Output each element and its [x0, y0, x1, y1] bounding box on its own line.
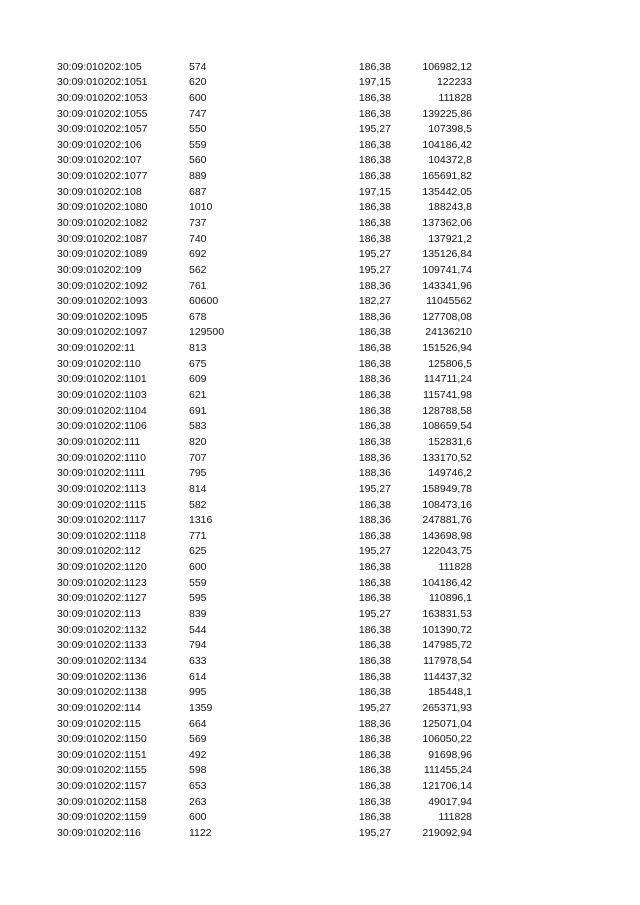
table-row — [0, 560, 640, 576]
value-cell: 219092,94 — [422, 826, 472, 839]
rate-cell: 186,38 — [358, 576, 391, 589]
table-row — [0, 544, 640, 560]
area-cell: 582 — [189, 498, 207, 511]
rate-cell: 186,38 — [358, 217, 391, 229]
area-cell: 574 — [189, 60, 207, 73]
rate-cell: 186,38 — [358, 764, 391, 777]
rate-cell: 186,38 — [358, 232, 391, 245]
value-cell: 111828 — [438, 91, 472, 104]
value-cell: 122233 — [436, 76, 472, 89]
table-row — [0, 357, 640, 373]
cadastral-number-cell: 30:09:010202:113 — [57, 608, 141, 621]
value-cell: 111455,24 — [423, 764, 472, 777]
value-cell: 115741,98 — [423, 389, 472, 402]
value-cell: 147985,72 — [422, 639, 472, 652]
table-row — [0, 325, 640, 341]
area-cell: 562 — [189, 263, 207, 276]
area-cell: 600 — [189, 561, 207, 574]
table-row — [0, 638, 640, 654]
value-cell: 133170,52 — [422, 451, 472, 464]
area-cell: 813 — [189, 342, 207, 355]
rate-cell: 186,38 — [358, 795, 391, 808]
area-cell: 737 — [189, 217, 207, 229]
area-cell: 263 — [189, 795, 207, 808]
rate-cell: 197,15 — [358, 76, 391, 89]
value-cell: 188243,8 — [428, 201, 472, 214]
cadastral-number-cell: 30:09:010202:1138 — [57, 686, 147, 699]
table-row — [0, 810, 640, 826]
area-cell: 1010 — [189, 201, 213, 214]
table-row — [0, 279, 640, 295]
area-cell: 620 — [189, 76, 207, 89]
cadastral-number-cell: 30:09:010202:109 — [57, 263, 142, 276]
rate-cell: 186,38 — [358, 592, 391, 605]
rate-cell: 186,38 — [358, 420, 391, 433]
area-cell: 569 — [189, 733, 207, 746]
value-cell: 139225,86 — [422, 107, 472, 120]
value-cell: 104186,42 — [422, 576, 472, 589]
cadastral-number-cell: 30:09:010202:1158 — [57, 795, 147, 808]
value-cell: 114711,24 — [423, 373, 472, 386]
rate-cell: 186,38 — [358, 357, 391, 370]
rate-cell: 195,27 — [358, 701, 391, 714]
area-cell: 820 — [189, 435, 207, 448]
cadastral-number-cell: 30:09:010202:1132 — [57, 623, 147, 636]
rate-cell: 186,38 — [358, 342, 391, 355]
area-cell: 1316 — [189, 514, 213, 527]
area-cell: 771 — [189, 529, 207, 542]
rate-cell: 195,27 — [358, 248, 391, 261]
value-cell: 108659,54 — [422, 420, 472, 433]
area-cell: 600 — [189, 811, 207, 824]
table-row — [0, 138, 640, 154]
area-cell: 1122 — [189, 826, 212, 839]
table-row — [0, 294, 640, 310]
rate-cell: 186,38 — [358, 733, 391, 746]
value-cell: 127708,08 — [422, 310, 472, 323]
rate-cell: 186,38 — [358, 748, 391, 761]
area-cell: 560 — [189, 154, 207, 167]
rate-cell: 188,36 — [358, 279, 391, 292]
table-row — [0, 153, 640, 169]
table-row — [0, 685, 640, 701]
value-cell: 114437,32 — [423, 670, 472, 683]
value-cell: 137921,2 — [428, 232, 472, 245]
table-row — [0, 247, 640, 263]
area-cell: 583 — [189, 420, 207, 433]
table-row — [0, 763, 640, 779]
cadastral-number-cell: 30:09:010202:1117 — [57, 514, 146, 527]
table-row — [0, 388, 640, 404]
table-row — [0, 451, 640, 467]
rate-cell: 182,27 — [358, 295, 391, 308]
rate-cell: 186,38 — [358, 686, 391, 699]
table-row — [0, 263, 640, 279]
cadastral-number-cell: 30:09:010202:1136 — [57, 670, 147, 683]
value-cell: 137362,06 — [422, 217, 472, 229]
table-row — [0, 372, 640, 388]
cadastral-number-cell: 30:09:010202:1097 — [57, 326, 148, 339]
value-cell: 125806,5 — [428, 357, 472, 370]
value-cell: 121706,14 — [422, 780, 472, 793]
rate-cell: 188,36 — [358, 451, 391, 464]
cadastral-number-cell: 30:09:010202:1115 — [57, 498, 146, 511]
rate-cell: 186,38 — [358, 389, 391, 402]
table-row — [0, 717, 640, 733]
cadastral-number-cell: 30:09:010202:1159 — [57, 811, 147, 824]
table-row — [0, 216, 640, 232]
cadastral-number-cell: 30:09:010202:114 — [57, 701, 141, 714]
cadastral-number-cell: 30:09:010202:1113 — [57, 482, 146, 495]
rate-cell: 197,15 — [358, 185, 391, 198]
value-cell: 163831,53 — [422, 608, 472, 621]
table-row — [0, 482, 640, 498]
value-cell: 185448,1 — [428, 686, 472, 699]
cadastral-number-cell: 30:09:010202:1095 — [57, 310, 148, 323]
table-row — [0, 200, 640, 216]
area-cell: 625 — [189, 545, 207, 558]
rate-cell: 186,38 — [358, 529, 391, 542]
cadastral-number-cell: 30:09:010202:1082 — [57, 217, 148, 229]
area-cell: 621 — [189, 389, 207, 402]
area-cell: 559 — [189, 138, 207, 151]
cadastral-number-cell: 30:09:010202:1089 — [57, 248, 148, 261]
table-row — [0, 826, 640, 842]
table-row — [0, 419, 640, 435]
rate-cell: 188,36 — [358, 467, 391, 480]
table-row — [0, 107, 640, 123]
cadastral-number-cell: 30:09:010202:115 — [57, 717, 141, 730]
cadastral-number-cell: 30:09:010202:1093 — [57, 295, 148, 308]
area-cell: 692 — [189, 248, 207, 261]
area-cell: 889 — [189, 170, 207, 183]
value-cell: 143698,98 — [422, 529, 472, 542]
area-cell: 995 — [189, 686, 207, 699]
cadastral-number-cell: 30:09:010202:1155 — [57, 764, 147, 777]
area-cell: 678 — [189, 310, 207, 323]
rate-cell: 186,38 — [358, 170, 391, 183]
cadastral-number-cell: 30:09:010202:1057 — [57, 123, 148, 136]
cadastral-number-cell: 30:09:010202:105 — [57, 60, 142, 73]
table-row — [0, 232, 640, 248]
area-cell: 550 — [189, 123, 207, 136]
cadastral-number-cell: 30:09:010202:108 — [57, 185, 142, 198]
value-cell: 149746,2 — [428, 467, 472, 480]
cadastral-number-cell: 30:09:010202:1123 — [57, 576, 147, 589]
cadastral-number-cell: 30:09:010202:1157 — [57, 780, 147, 793]
table-row — [0, 185, 640, 201]
value-cell: 106050,22 — [422, 733, 472, 746]
table-row — [0, 169, 640, 185]
table-row — [0, 466, 640, 482]
rate-cell: 186,38 — [358, 670, 391, 683]
area-cell: 544 — [189, 623, 207, 636]
rate-cell: 186,38 — [358, 138, 391, 151]
cadastral-number-cell: 30:09:010202:1103 — [57, 389, 147, 402]
cadastral-number-cell: 30:09:010202:1120 — [57, 561, 147, 574]
value-cell: 152831,6 — [428, 435, 472, 448]
table-row — [0, 435, 640, 451]
rate-cell: 195,27 — [358, 608, 391, 621]
area-cell: 600 — [189, 91, 207, 104]
area-cell: 740 — [189, 232, 207, 245]
table-row — [0, 310, 640, 326]
value-cell: 165691,82 — [422, 170, 472, 183]
table-row — [0, 60, 640, 76]
table-row — [0, 529, 640, 545]
rate-cell: 188,36 — [358, 373, 391, 386]
value-cell: 135126,84 — [422, 248, 472, 261]
value-cell: 247881,76 — [422, 514, 472, 527]
value-cell: 24136210 — [425, 326, 472, 339]
rate-cell: 186,38 — [358, 404, 391, 417]
value-cell: 106982,12 — [422, 60, 472, 73]
rate-cell: 186,38 — [358, 435, 391, 448]
cadastral-number-cell: 30:09:010202:1051 — [57, 76, 148, 89]
table-row — [0, 341, 640, 357]
cadastral-number-cell: 30:09:010202:11 — [57, 342, 136, 355]
table-row — [0, 623, 640, 639]
area-cell: 761 — [189, 279, 207, 292]
cadastral-number-cell: 30:09:010202:1150 — [57, 733, 147, 746]
cadastral-number-cell: 30:09:010202:1101 — [57, 373, 147, 386]
table-row — [0, 498, 640, 514]
rate-cell: 195,27 — [358, 123, 391, 136]
cadastral-number-cell: 30:09:010202:1127 — [57, 592, 147, 605]
table-row — [0, 607, 640, 623]
cadastral-number-cell: 30:09:010202:1151 — [57, 748, 147, 761]
area-cell: 675 — [189, 357, 207, 370]
value-cell: 110896,1 — [428, 592, 472, 605]
table-row — [0, 404, 640, 420]
value-cell: 122043,75 — [422, 545, 472, 558]
value-cell: 117978,54 — [423, 654, 472, 667]
value-cell: 158949,78 — [422, 482, 472, 495]
area-cell: 595 — [189, 592, 207, 605]
area-cell: 691 — [189, 404, 207, 417]
rate-cell: 186,38 — [358, 780, 391, 793]
area-cell: 664 — [189, 717, 207, 730]
cadastral-number-cell: 30:09:010202:1087 — [57, 232, 148, 245]
value-cell: 107398,5 — [428, 123, 472, 136]
area-cell: 747 — [189, 107, 207, 120]
table-row — [0, 779, 640, 795]
area-cell: 129500 — [189, 326, 225, 339]
rate-cell: 186,38 — [358, 107, 391, 120]
value-cell: 108473,16 — [422, 498, 472, 511]
value-cell: 143341,96 — [422, 279, 472, 292]
area-cell: 60600 — [189, 295, 219, 308]
rate-cell: 188,36 — [358, 717, 391, 730]
table-row — [0, 654, 640, 670]
rate-cell: 186,38 — [358, 654, 391, 667]
rate-cell: 186,38 — [358, 498, 391, 511]
table-row — [0, 795, 640, 811]
cadastral-number-cell: 30:09:010202:1104 — [57, 404, 147, 417]
cadastral-number-cell: 30:09:010202:1053 — [57, 91, 148, 104]
table-row — [0, 91, 640, 107]
rate-cell: 195,27 — [358, 826, 391, 839]
area-cell: 598 — [189, 764, 207, 777]
area-cell: 707 — [189, 451, 207, 464]
cadastral-number-cell: 30:09:010202:1092 — [57, 279, 148, 292]
rate-cell: 186,38 — [358, 326, 391, 339]
table-row — [0, 591, 640, 607]
table-row — [0, 701, 640, 717]
cadastral-number-cell: 30:09:010202:1055 — [57, 107, 148, 120]
table-row — [0, 748, 640, 764]
cadastral-number-cell: 30:09:010202:112 — [57, 545, 141, 558]
table-row — [0, 670, 640, 686]
rate-cell: 186,38 — [358, 623, 391, 636]
rate-cell: 186,38 — [358, 154, 391, 167]
rate-cell: 195,27 — [358, 263, 391, 276]
cadastral-number-cell: 30:09:010202:1080 — [57, 201, 148, 214]
cadastral-number-cell: 30:09:010202:106 — [57, 138, 142, 151]
area-cell: 609 — [189, 373, 207, 386]
area-cell: 1359 — [189, 701, 213, 714]
table-row — [0, 75, 640, 91]
value-cell: 109741,74 — [422, 263, 472, 276]
rate-cell: 195,27 — [358, 545, 391, 558]
area-cell: 559 — [189, 576, 207, 589]
area-cell: 839 — [189, 608, 207, 621]
cadastral-number-cell: 30:09:010202:1134 — [57, 654, 147, 667]
rate-cell: 195,27 — [358, 482, 391, 495]
rate-cell: 188,36 — [358, 310, 391, 323]
cadastral-number-cell: 30:09:010202:1106 — [57, 420, 147, 433]
table-row — [0, 576, 640, 592]
rate-cell: 186,38 — [358, 639, 391, 652]
area-cell: 794 — [189, 639, 207, 652]
rate-cell: 186,38 — [358, 561, 391, 574]
rate-cell: 188,36 — [358, 514, 391, 527]
area-cell: 653 — [189, 780, 207, 793]
table-row — [0, 732, 640, 748]
cadastral-number-cell: 30:09:010202:1111 — [57, 467, 146, 480]
area-cell: 633 — [189, 654, 207, 667]
rate-cell: 186,38 — [358, 91, 391, 104]
rate-cell: 186,38 — [358, 60, 391, 73]
cadastral-number-cell: 30:09:010202:116 — [57, 826, 141, 839]
cadastral-number-cell: 30:09:010202:111 — [57, 435, 141, 448]
area-cell: 814 — [189, 482, 207, 495]
value-cell: 11045562 — [426, 295, 472, 308]
value-cell: 104186,42 — [422, 138, 472, 151]
value-cell: 151526,94 — [422, 342, 472, 355]
value-cell: 101390,72 — [422, 623, 472, 636]
cadastral-number-cell: 30:09:010202:1077 — [57, 170, 148, 183]
area-cell: 687 — [189, 185, 207, 198]
table-row — [0, 513, 640, 529]
value-cell: 125071,04 — [422, 717, 472, 730]
area-cell: 795 — [189, 467, 207, 480]
rate-cell: 186,38 — [358, 811, 391, 824]
rate-cell: 186,38 — [358, 201, 391, 214]
value-cell: 91698,96 — [428, 748, 472, 761]
cadastral-number-cell: 30:09:010202:110 — [57, 357, 141, 370]
value-cell: 128788,58 — [422, 404, 472, 417]
cadastral-number-cell: 30:09:010202:1110 — [57, 451, 146, 464]
data-table — [0, 60, 640, 842]
value-cell: 111828 — [438, 561, 472, 574]
area-cell: 614 — [189, 670, 207, 683]
cadastral-number-cell: 30:09:010202:1133 — [57, 639, 147, 652]
value-cell: 104372,8 — [428, 154, 472, 167]
cadastral-number-cell: 30:09:010202:107 — [57, 154, 142, 167]
value-cell: 49017,94 — [428, 795, 472, 808]
value-cell: 111828 — [438, 811, 472, 824]
value-cell: 135442,05 — [422, 185, 472, 198]
value-cell: 265371,93 — [422, 701, 472, 714]
table-row — [0, 122, 640, 138]
cadastral-number-cell: 30:09:010202:1118 — [57, 529, 146, 542]
area-cell: 492 — [189, 748, 207, 761]
